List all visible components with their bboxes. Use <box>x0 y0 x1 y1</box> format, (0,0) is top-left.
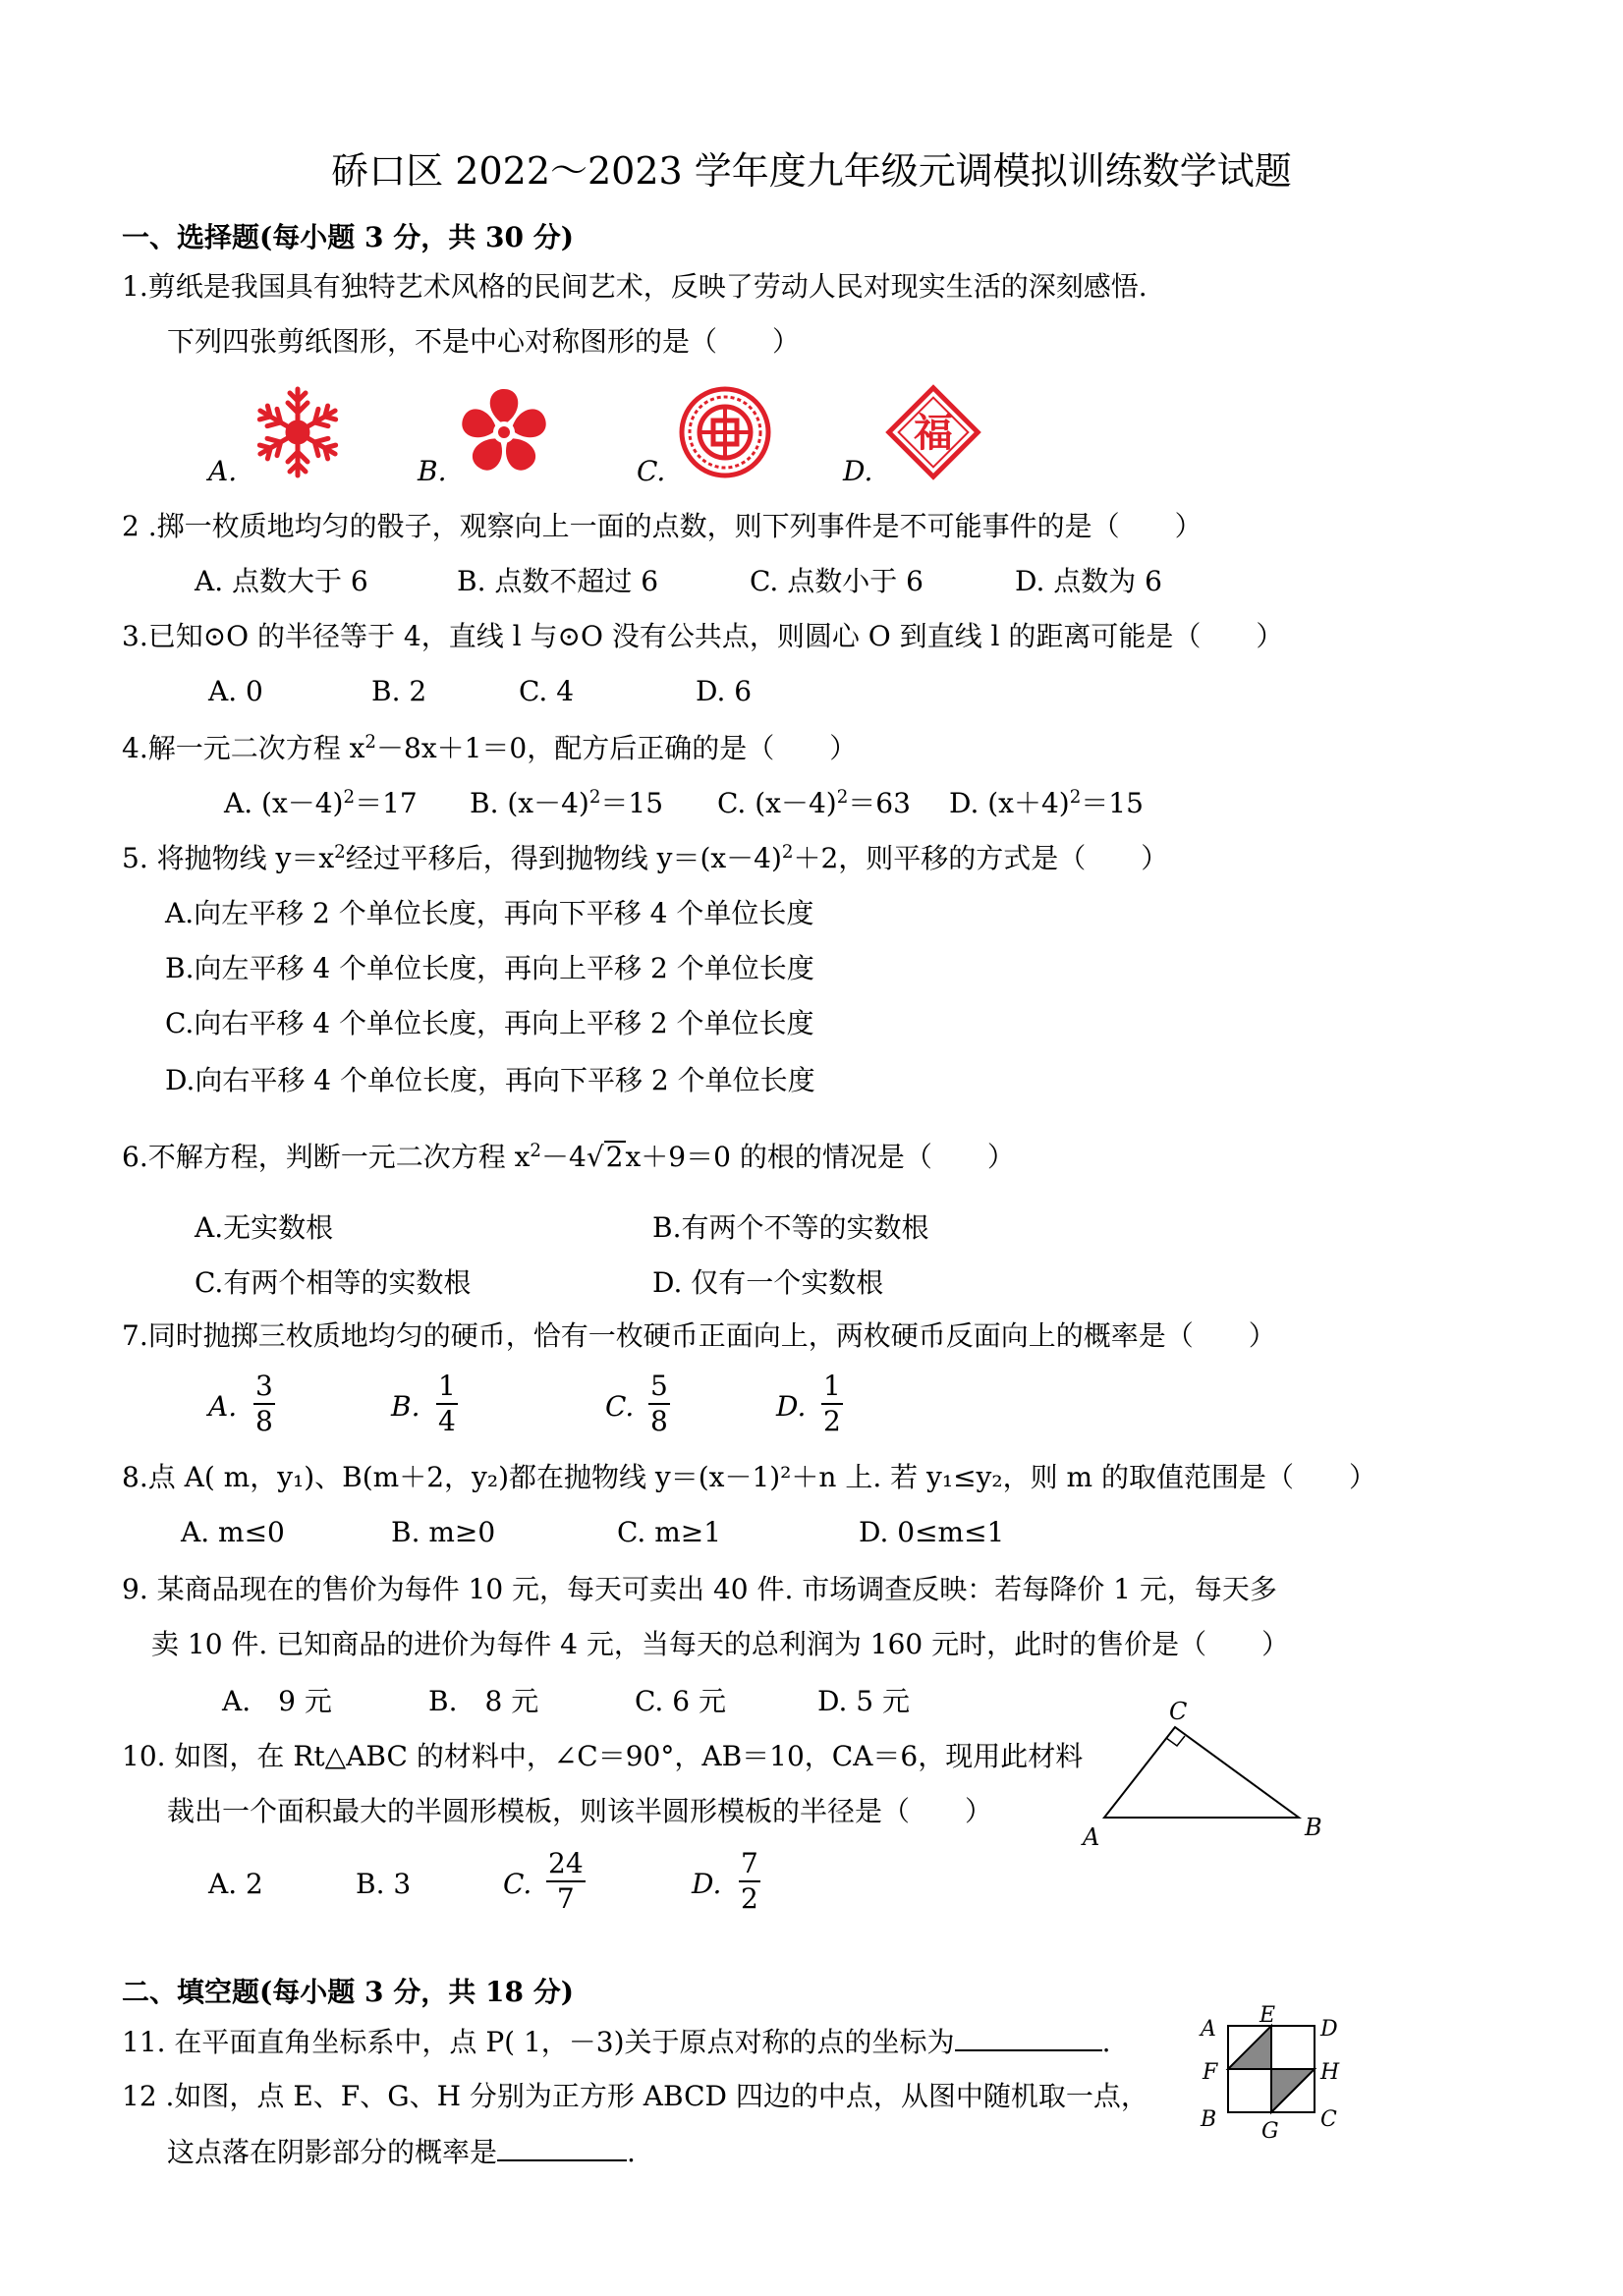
q9-option-a: A. 9 元 <box>222 1685 332 1717</box>
sqrt-symbol: √2 <box>586 1141 624 1173</box>
square-shaded-figure <box>1191 2004 1358 2152</box>
q5-option-c: C.向右平移 4 个单位长度，再向上平移 2 个单位长度 <box>165 1007 814 1039</box>
q1-option-b-label: B. <box>418 455 447 487</box>
q2-option-d: D. 点数为 6 <box>1015 565 1162 597</box>
q2-option-c: C. 点数小于 6 <box>750 565 923 597</box>
q9-option-c: C. 6 元 <box>635 1685 726 1717</box>
point-label-g: G <box>1261 2119 1279 2144</box>
point-label-c: C <box>1320 2107 1337 2132</box>
page-title: 硚口区 2022～2023 学年度九年级元调模拟训练数学试题 <box>331 149 1292 193</box>
q5-option-b: B.向左平移 4 个单位长度，再向上平移 2 个单位长度 <box>165 952 814 984</box>
q7-option-b-fraction: 1 4 <box>438 1370 456 1437</box>
fu-character: 福 <box>914 411 953 456</box>
q1-line2: 下列四张剪纸图形，不是中心对称图形的是（ ） <box>167 325 801 358</box>
q10-option-b: B. 3 <box>356 1868 412 1900</box>
section-2-heading: 二、填空题(每小题 3 分，共 18 分) <box>122 1976 574 2008</box>
q8-stem: 8.点 A( m，y₁)、B(m＋2，y₂)都在抛物线 y＝(x－1)²＋n 上. 若 y₁≤y₂，则 m 的取值范围是（ ） <box>122 1461 1376 1493</box>
q9-option-d: D. 5 元 <box>817 1685 910 1717</box>
q10-option-c-label: C. <box>503 1868 532 1900</box>
q12-line1: 12 .如图，点 E、F、G、H 分别为正方形 ABCD 四边的中点，从图中随机取一点， <box>122 2080 1148 2112</box>
right-triangle-figure <box>1071 1698 1326 1855</box>
q7-option-b-label: B. <box>391 1390 420 1423</box>
q2-option-a: A. 点数大于 6 <box>195 565 368 597</box>
q7-option-d-fraction: 1 2 <box>823 1370 841 1437</box>
q8-option-c: C. m≥1 <box>617 1516 722 1548</box>
q3-stem: 3.已知⊙O 的半径等于 4，直线 l 与⊙O 没有公共点，则圆心 O 到直线 l 的距离可能是（ ） <box>122 620 1284 652</box>
q10-option-a: A. 2 <box>208 1868 263 1900</box>
q1-option-d-label: D. <box>843 455 873 487</box>
q1-line1: 1.剪纸是我国具有独特艺术风格的民间艺术，反映了劳动人民对现实生活的深刻感悟. <box>122 270 1147 303</box>
point-label-b: B <box>1201 2107 1217 2132</box>
q10-option-c-fraction: 24 7 <box>548 1847 584 1915</box>
q10-line2: 裁出一个面积最大的半圆形模板，则该半圆形模板的半径是（ ） <box>167 1795 993 1827</box>
q5-option-d: D.向右平移 4 个单位长度，再向下平移 2 个单位长度 <box>165 1064 815 1096</box>
q3-option-c: C. 4 <box>519 675 575 707</box>
q7-option-c-fraction: 5 8 <box>650 1370 668 1437</box>
q3-option-b: B. 2 <box>371 675 427 707</box>
q7-option-a-fraction: 3 8 <box>255 1370 273 1437</box>
q11-stem: 11. 在平面直角坐标系中，点 P( 1，－3)关于原点对称的点的坐标为 . <box>122 2026 1111 2058</box>
point-label-f: F <box>1203 2060 1218 2085</box>
q6-option-c: C.有两个相等的实数根 <box>195 1266 472 1299</box>
point-label-e: E <box>1259 2003 1276 2028</box>
q9-option-b: B. 8 元 <box>428 1685 539 1717</box>
q10-option-d-label: D. <box>692 1868 722 1900</box>
q6-option-b: B.有两个不等的实数根 <box>652 1211 929 1244</box>
point-label-a: A <box>1201 2017 1216 2042</box>
medallion-papercut-icon <box>678 385 772 479</box>
q4-stem: 4.解一元二次方程 $x^2-8x+1=0$，配方后正确的是（ ） <box>122 732 858 764</box>
q2-stem: 2 .掷一枚质地均匀的骰子，观察向上一面的点数，则下列事件是不可能事件的是（ ） <box>122 510 1203 542</box>
vertex-label-a: A <box>1083 1823 1100 1851</box>
q4-option-a: A. $(x-4)^2=17$ <box>224 787 418 819</box>
q8-option-d: D. 0≤m≤1 <box>859 1516 1005 1548</box>
q2-option-b: B. 点数不超过 6 <box>457 565 659 597</box>
q8-option-a: A. m≤0 <box>181 1516 285 1548</box>
fu-character-papercut-icon <box>884 383 982 481</box>
q6-stem: 6.不解方程，判断一元二次方程 $x^2-4√2x+9=0$ 的根的情况是（ ） <box>122 1141 1015 1173</box>
snowflake-papercut-icon <box>251 385 345 479</box>
q9-line2: 卖 10 件. 已知商品的进价为每件 4 元，当每天的总利润为 160 元时，此时的售价是（ ） <box>151 1628 1290 1660</box>
q4-option-d: D. $(x+4)^2=15$ <box>949 787 1144 819</box>
section-1-heading: 一、选择题(每小题 3 分，共 30 分) <box>122 221 574 253</box>
q4-option-b: B. $(x-4)^2=15$ <box>470 787 664 819</box>
q12-line2: 这点落在阴影部分的概率是 . <box>167 2136 636 2168</box>
q10-line1: 10. 如图，在 Rt△ABC 的材料中，∠C＝90°，AB＝10，CA＝6，现用此材料 <box>122 1740 1084 1772</box>
q1-option-c-label: C. <box>637 455 666 487</box>
vertex-label-c: C <box>1169 1698 1188 1725</box>
q3-option-d: D. 6 <box>696 675 753 707</box>
q9-line1: 9. 某商品现在的售价为每件 10 元，每天可卖出 40 件. 市场调查反映：若每降价 1 元，每天多 <box>122 1573 1277 1605</box>
q7-stem: 7.同时抛掷三枚质地均匀的硬币，恰有一枚硬币正面向上，两枚硬币反面向上的概率是（ ） <box>122 1319 1276 1352</box>
q7-option-d-label: D. <box>776 1390 807 1423</box>
point-label-d: D <box>1320 2017 1338 2042</box>
q7-option-c-label: C. <box>605 1390 635 1423</box>
q5-option-a: A.向左平移 2 个单位长度，再向下平移 4 个单位长度 <box>165 897 814 929</box>
answer-blank[interactable] <box>955 2024 1102 2051</box>
answer-blank[interactable] <box>497 2134 627 2161</box>
q10-option-d-fraction: 7 2 <box>741 1847 758 1915</box>
q8-option-b: B. m≥0 <box>391 1516 496 1548</box>
q6-option-a: A.无实数根 <box>195 1211 334 1244</box>
q4-option-c: C. $(x-4)^2=63$ <box>717 787 911 819</box>
q5-stem: 5. 将抛物线 $y=x^2$经过平移后，得到抛物线 $y=(x-4)^2+2$，则平移的方式是（ ） <box>122 842 1169 874</box>
q3-option-a: A. 0 <box>208 675 263 707</box>
q6-option-d: D. 仅有一个实数根 <box>652 1266 884 1299</box>
point-label-h: H <box>1320 2060 1340 2085</box>
vertex-label-b: B <box>1305 1814 1322 1841</box>
q1-option-a-label: A. <box>208 455 238 487</box>
q7-option-a-label: A. <box>208 1390 238 1423</box>
flower-papercut-icon <box>457 385 551 479</box>
